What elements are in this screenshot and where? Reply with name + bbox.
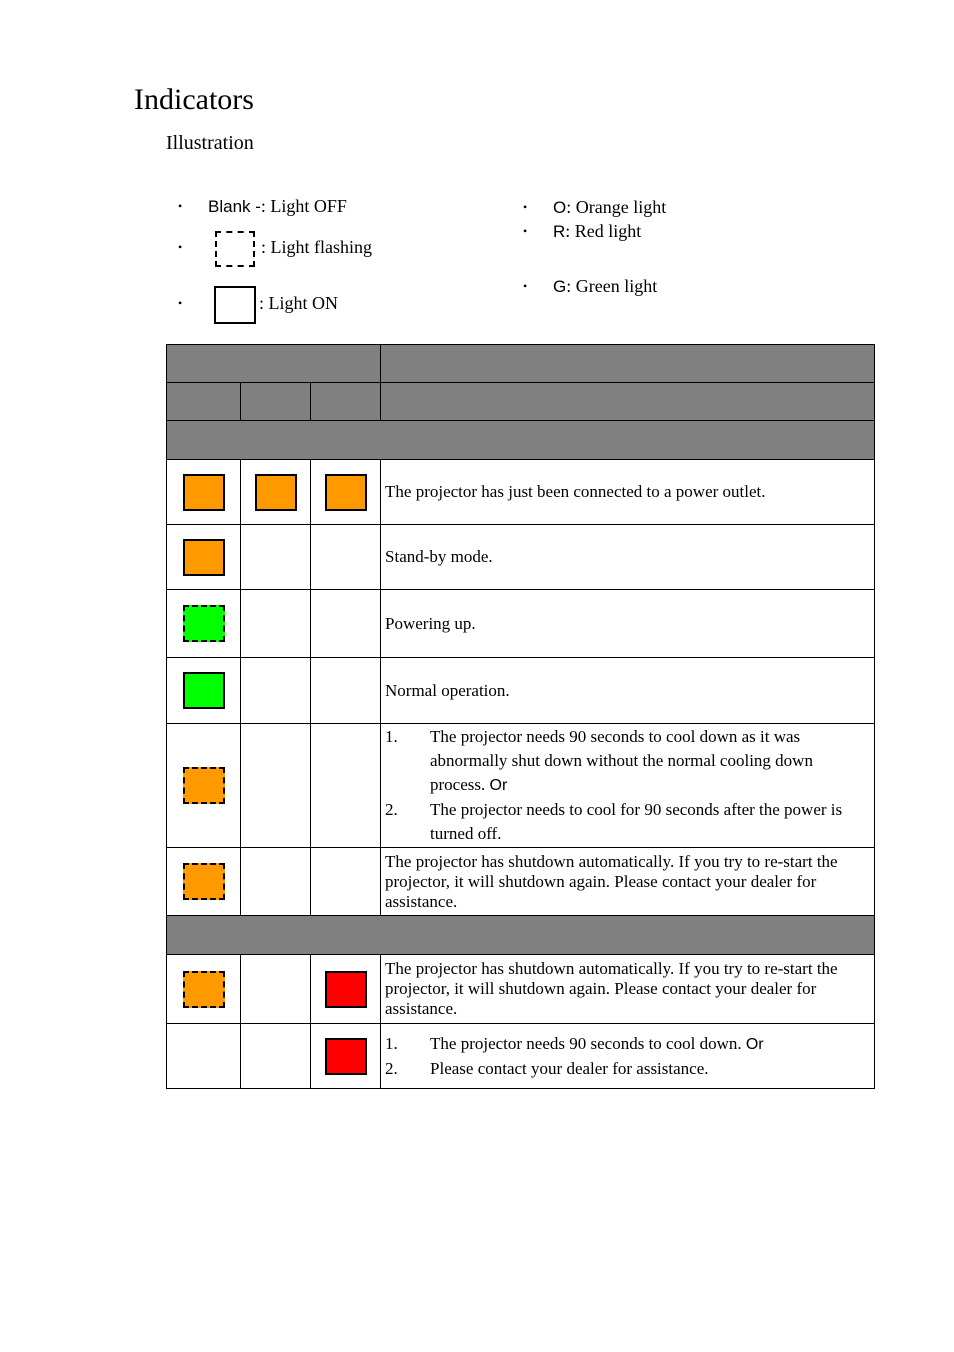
description-cell: Stand-by mode. [381,525,875,590]
table-row [167,590,875,658]
red-led-icon [325,971,367,1008]
table-row [167,658,875,724]
description-cell: The projector has shutdown automatically. If you try to re-start the projector, it will shutdown again. Please contact your dealer for assistance. [381,848,875,916]
green-led-icon [183,672,225,709]
flashing-box-icon [215,231,255,267]
orange-led-icon [183,474,225,511]
description-cell: Normal operation. [381,658,875,724]
step-number: 2. [385,1058,398,1078]
steps-list [385,725,868,846]
section-row [167,421,875,460]
header-cell [167,345,381,383]
orange-led-icon [255,474,297,511]
description-cell: The projector has shutdown automatically. If you try to re-start the projector, it will shutdown again. Please contact your dealer for assistance. [381,955,875,1024]
step-number: 2. [385,800,398,819]
list-item [385,1057,868,1081]
step-text: The projector needs 90 seconds to cool down as it was abnormally shut down without the normal cooling down process. Or [430,727,813,794]
led-cell [167,1024,241,1089]
led-cell [311,460,381,525]
header-cell [167,383,241,421]
list-item [385,725,868,798]
legend-orange-key: O [553,198,567,217]
step-text: The projector needs 90 seconds to cool down. Or [430,1033,764,1053]
led-cell [241,848,311,916]
led-cell [241,460,311,525]
page-title: Indicators [134,83,254,116]
indicator-table [166,344,875,1089]
legend-blank-key: Blank - [208,197,261,216]
table-row [167,955,875,1024]
led-cell [311,658,381,724]
legend-on-text: : Light ON [259,293,338,313]
legend-red-text: : Red light [565,221,642,241]
header-cell [311,383,381,421]
legend-blank-text: : Light OFF [260,196,347,216]
legend-blank [208,195,347,218]
table-subheader-row [167,383,875,421]
list-item [385,1032,868,1057]
table-row [167,525,875,590]
orange-led-icon [183,767,225,804]
or-label: Or [745,1035,764,1053]
list-item [385,798,868,846]
bullet: • [523,279,528,293]
led-cell [311,525,381,590]
or-label: Or [489,777,508,794]
description-cell [381,1024,875,1089]
orange-led-icon [183,863,225,900]
orange-led-icon [183,971,225,1008]
header-cell [241,383,311,421]
table-row [167,724,875,848]
section-title: Illustration [166,132,254,154]
bullet: • [178,199,183,213]
led-cell [167,590,241,658]
section-row [167,916,875,955]
led-cell [311,590,381,658]
section-cell [167,421,875,460]
legend-flashing-text: : Light flashing [261,237,372,257]
led-cell [311,1024,381,1089]
steps-list [385,1032,868,1081]
description-cell: The projector has just been connected to a power outlet. [381,460,875,525]
led-cell [167,525,241,590]
led-cell [241,525,311,590]
table-row [167,460,875,525]
led-cell [311,955,381,1024]
step-number: 1. [385,727,398,746]
step-number: 1. [385,1033,398,1053]
bullet: • [523,224,528,238]
orange-led-icon [325,474,367,511]
table-row [167,1024,875,1089]
step-text: Please contact your dealer for assistance. [430,1058,709,1078]
section-cell [167,916,875,955]
bullet: • [523,200,528,214]
led-cell [241,590,311,658]
bullet: • [178,240,183,254]
orange-led-icon [183,539,225,576]
led-cell [311,848,381,916]
led-cell [167,955,241,1024]
table-row [167,848,875,916]
description-cell: Powering up. [381,590,875,658]
legend-orange-text: : Orange light [566,197,667,217]
legend-green [553,275,657,298]
legend-red [553,220,641,243]
bullet: • [178,296,183,310]
led-cell [241,724,311,848]
led-cell [241,658,311,724]
led-cell [167,460,241,525]
table-header-row [167,345,875,383]
description-cell [381,724,875,848]
led-cell [167,724,241,848]
green-led-icon [183,605,225,642]
led-cell [241,1024,311,1089]
red-led-icon [325,1038,367,1075]
on-box-icon [214,286,256,324]
legend-orange [553,196,666,219]
header-cell [381,383,875,421]
led-cell [241,955,311,1024]
led-cell [311,724,381,848]
led-cell [167,658,241,724]
header-cell [381,345,875,383]
legend-red-key: R [553,222,566,241]
led-cell [167,848,241,916]
legend-green-key: G [553,277,567,296]
legend-green-text: : Green light [566,276,658,296]
step-text: The projector needs to cool for 90 seconds after the power is turned off. [430,800,843,843]
